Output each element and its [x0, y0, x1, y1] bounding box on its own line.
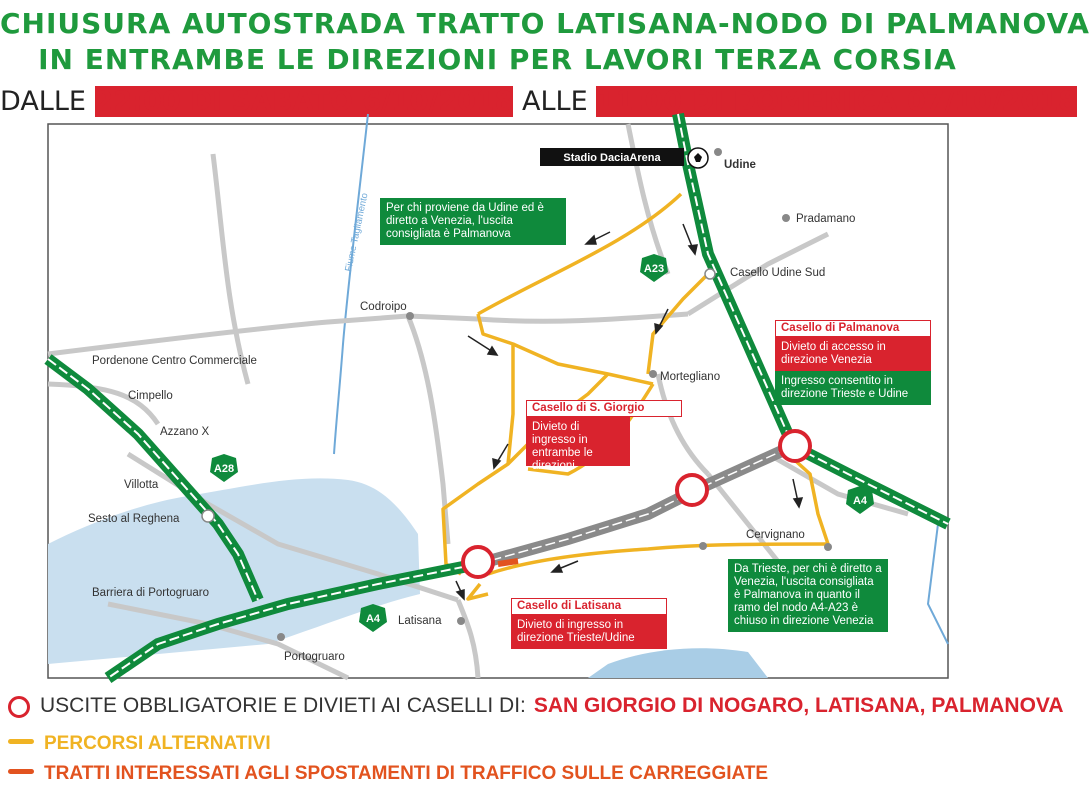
trieste-note-box [728, 559, 888, 632]
label-casello-udine-sud: Casello Udine Sud [730, 267, 826, 279]
casello-latisana-marker [463, 547, 493, 577]
label-villotta: Villotta [124, 479, 159, 491]
sgiorgio-box [526, 400, 682, 472]
label-cimpello: Cimpello [128, 390, 173, 402]
to-label: ALLE [522, 86, 588, 117]
latisana-red: Divieto di ingresso in direzione Trieste/Udine [511, 615, 667, 649]
label-portogruaro: Portogruaro [284, 651, 345, 663]
map [48, 124, 948, 678]
sgiorgio-head: Casello di S. Giorgio [526, 400, 682, 417]
palmanova-head: Casello di Palmanova [775, 320, 931, 337]
udine-note-box [380, 198, 566, 245]
stadium-label: Stadio DaciaArena [563, 152, 661, 164]
orange-line-icon [8, 769, 34, 774]
legend-exits-label: USCITE OBBLIGATORIE E DIVIETI AI CASELLI DI: [40, 694, 526, 717]
legend-exits-places: SAN GIORGIO DI NOGARO, LATISANA, PALMANOVA [533, 694, 1064, 717]
label-latisana: Latisana [398, 615, 442, 627]
from-time: 22:00 DI SABATO 6/10/2018 [94, 86, 514, 117]
udine-note-text: Per chi proviene da Udine ed è diretto a Venezia, l'uscita consigliata è Palmanova [386, 202, 544, 240]
ring-icon [8, 696, 30, 718]
palmanova-red: Divieto di accesso in direzione Venezia [775, 337, 931, 371]
shield-a4-east-label: A4 [852, 495, 868, 507]
label-barriera: Barriera di Portogruaro [92, 587, 209, 599]
label-pordenone: Pordenone Centro Commerciale [92, 355, 257, 367]
label-fiume: Fiume Tagliamento [343, 191, 371, 273]
title-line-1: CHIUSURA AUTOSTRADA TRATTO LATISANA-NODO DI PALMANOVA [0, 7, 1090, 40]
label-pradamano: Pradamano [796, 213, 856, 225]
latisana-head: Casello di Latisana [511, 598, 667, 615]
trieste-note-text: Da Trieste, per chi è diretto a Venezia, l'uscita consigliata è Palmanova in quanto il ramo del nodo A4-A23 è chiuso in direzione Venezia [734, 563, 882, 627]
title-line-2: IN ENTRAMBE LE DIREZIONI PER LAVORI TERZA CORSIA [38, 43, 957, 76]
to-time: 11:00 DI DOMENICA 07/10/2018 [596, 86, 1077, 117]
latisana-box [511, 598, 667, 649]
casello-palmanova-marker [780, 431, 810, 461]
legend-exits [8, 694, 1064, 718]
sgiorgio-red: Divieto di ingresso in entrambe le direzioni [526, 417, 630, 466]
label-mortegliano: Mortegliano [660, 371, 721, 383]
shield-a4-west-label: A4 [365, 613, 381, 625]
label-azzano: Azzano X [160, 426, 210, 438]
legend-traffic [8, 763, 768, 785]
from-label: DALLE [0, 86, 86, 117]
palmanova-box [775, 320, 931, 405]
yellow-line-icon [8, 739, 34, 744]
shield-a28-label: A28 [213, 463, 235, 475]
label-cervignano: Cervignano [746, 529, 805, 541]
casello-sgiorgio-marker [677, 475, 707, 505]
legend-alternative [8, 733, 271, 755]
legend-traffic-label: TRATTI INTERESSATI AGLI SPOSTAMENTI DI TRAFFICO SULLE CARREGGIATE [44, 763, 769, 784]
label-codroipo: Codroipo [360, 301, 407, 313]
palmanova-green: Ingresso consentito in direzione Trieste e Udine [775, 371, 931, 405]
label-sesto: Sesto al Reghena [88, 513, 180, 525]
legend-alternative-label: PERCORSI ALTERNATIVI [44, 733, 271, 754]
title-dates [0, 86, 1077, 117]
shield-a23-label: A23 [643, 263, 665, 275]
label-udine: Udine [724, 159, 756, 171]
